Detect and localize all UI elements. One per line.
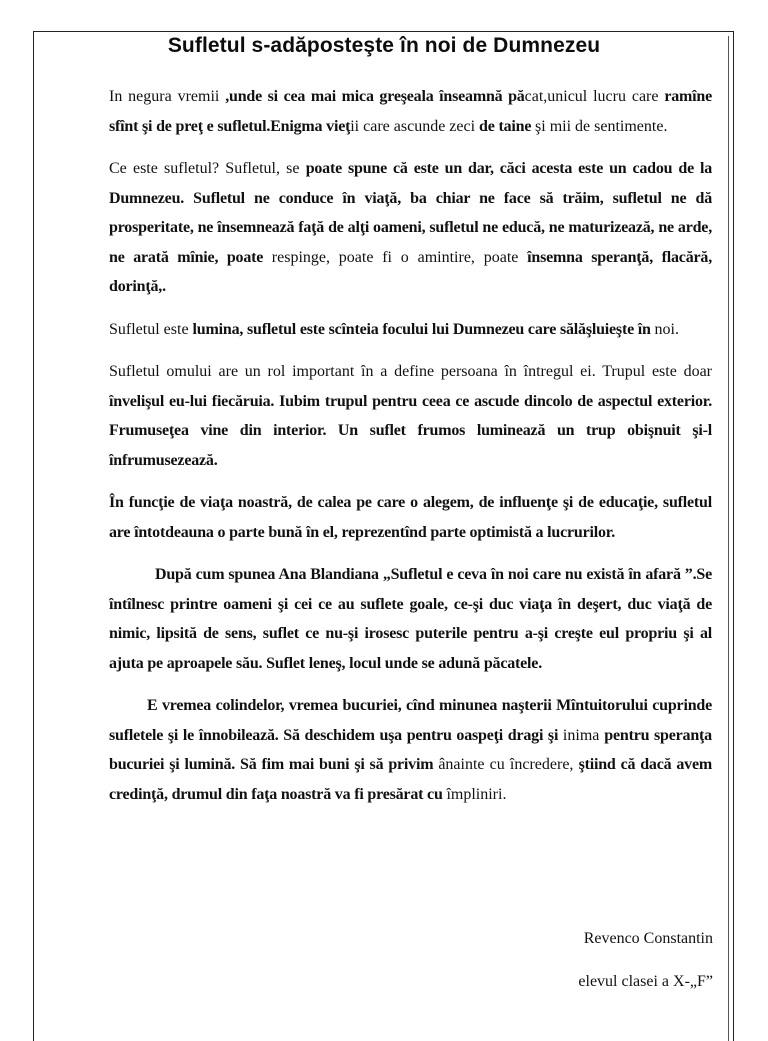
- paragraph-1-run-3: cat,unicul lucru care: [524, 88, 665, 105]
- document-title: Sufletul s-adăposteşte în noi de Dumnezeu: [167, 34, 601, 57]
- paragraph-1-run-6: de taine: [479, 117, 536, 135]
- paragraph-3-run-1: Sufletul este: [109, 320, 193, 338]
- paragraph-2-run-4: însemna speranţă, flacără, dorinţă,.: [109, 248, 713, 295]
- paragraph-2-run-1: Ce este sufletul? Sufletul, se: [109, 160, 306, 177]
- paragraph-3: [109, 315, 712, 345]
- paragraph-1-run-2: ,unde si cea mai mica greşeala înseamnă pă: [225, 88, 525, 105]
- paragraph-6: [109, 560, 712, 678]
- paragraph-1-run-4: ramîne sfînt şi de preţ e sufletul.Enigma vieţ: [109, 88, 713, 135]
- paragraph-7-run-5: ştiind că dacă avem credinţă, drumul din faţa noastră va fi presărat cu: [109, 756, 712, 803]
- paragraph-5-run-1: În funcţie de viaţa noastră, de calea pe care o alegem, de influenţe şi de educaţie, sufletul are întotdeauna o parte bună în el, reprezentînd parte optimistă a lucrurilor.: [109, 494, 712, 541]
- paragraph-7-run-6: împliniri.: [446, 785, 507, 803]
- paragraph-7-run-3: pentru speranţa bucuriei şi lumină. Să fim mai buni şi să privim: [109, 726, 712, 773]
- paragraph-7-run-2: inima: [562, 726, 605, 744]
- paragraph-4-run-1: Sufletul omului are un rol important în a define persoana în întregul ei. Trupul este doar: [109, 363, 712, 380]
- signature-author: Revenco Constantin: [583, 930, 713, 947]
- paragraph-7-run-1: E vremea colindelor, vremea bucuriei, cînd minunea naşterii Mîntuitorului cuprinde sufletele şi le înnobilează. Să deschidem uşa pentru oaspeţi dragi şi: [109, 697, 712, 744]
- paragraph-3-run-2: lumina, sufletul este scînteia focului lui Dumnezeu care sălăşluieşte în: [192, 320, 655, 338]
- paragraph-1-run-1: In negura vremii: [109, 88, 226, 105]
- paragraph-3-run-3: noi.: [654, 320, 679, 338]
- paragraph-1: [109, 82, 712, 141]
- paragraph-2-run-3: respinge, poate fi o amintire, poate: [271, 248, 528, 266]
- paragraph-2-run-2: poate spune că este un dar, căci acesta este un cadou de la Dumnezeu. Sufletul ne conduce în viaţă, ba chiar ne face să trăim, sufletul ne dă prosperitate, ne însemnează faţă de alţi oameni, sufletul ne educă, ne maturizează, ne arde, ne arată mînie, poate: [109, 160, 713, 266]
- page-border-inner-line: [728, 36, 729, 1041]
- paragraph-2: [109, 154, 712, 302]
- document-body: [109, 82, 712, 822]
- paragraph-1-run-5: ii care ascunde zeci: [350, 117, 480, 135]
- paragraph-7: [109, 691, 712, 809]
- paragraph-7-run-4: ânainte cu încredere,: [438, 756, 579, 773]
- paragraph-4: [109, 357, 712, 475]
- paragraph-1-run-7: şi mii de sentimente.: [535, 117, 668, 135]
- signature-class: elevul clasei a X-„F”: [578, 973, 713, 990]
- paragraph-5: [109, 488, 712, 547]
- paragraph-6-run-1: După cum spunea Ana Blandiana „Sufletul e ceva în noi care nu există în afară ”.Se întîlnesc printre oameni şi cei ce au suflete goale, ce-şi duc viaţa în deşert, duc viaţă de nimic, lipsită de sens, suflet ce nu-şi irosesc puterile pentru a-şi creşte eul propriu şi al ajuta pe aproapele său. Suflet leneş, locul unde se adună păcatele.: [109, 566, 712, 672]
- paragraph-4-run-2: învelişul eu-lui fiecăruia. Iubim trupul pentru ceea ce ascude dincolo de aspectul exterior. Frumuseţea vine din interior. Un suflet frumos luminează un trup obişnuit şi-l înfrumusezează.: [109, 392, 712, 469]
